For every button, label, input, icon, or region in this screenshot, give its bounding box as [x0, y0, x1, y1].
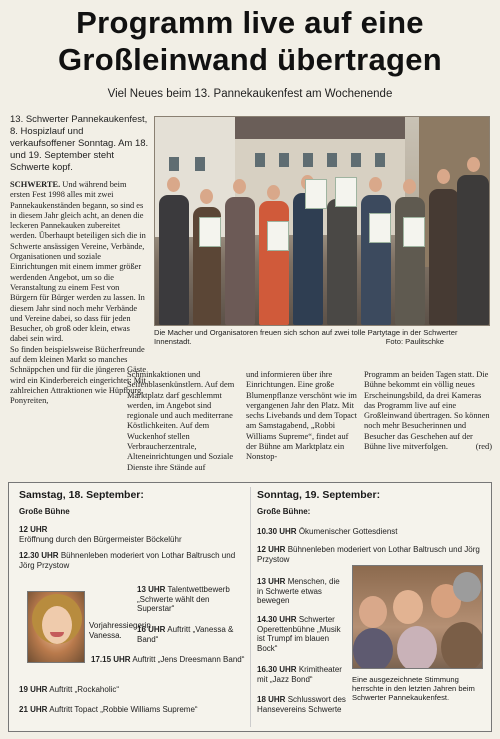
sat-event-4-time: 16 UHR — [137, 625, 166, 634]
sun-event-3-time: 13 UHR — [257, 577, 286, 586]
program-divider — [250, 487, 251, 727]
sun-event-4-text: Schwerter Operettenbühne „Musik ist Trumpf im blauen Bock“ — [257, 615, 341, 653]
sunday-title: Sonntag, 19. September: — [257, 489, 381, 501]
sat-event-1 — [19, 525, 249, 544]
crowd-photo — [352, 565, 483, 669]
article-text-4: Programm an beiden Tagen statt. Die Bühne bekommt ein völlig neues Erscheinungsbild, da drei Kameras das Programm live auf eine Großleinwand übertragen. So können noch mehr Besucherinnen und Besucher das Geschehen auf der Bühne live mitverfolgen. — [364, 370, 490, 452]
vanessa-portrait — [27, 591, 85, 663]
sat-event-5 — [91, 655, 245, 665]
program-box — [8, 482, 492, 732]
sun-event-4 — [257, 615, 347, 653]
sun-event-1-time: 10.30 UHR — [257, 527, 297, 536]
byline: (red) — [475, 442, 492, 452]
sun-event-2 — [257, 545, 487, 564]
sun-event-1 — [257, 527, 487, 537]
sun-event-5-time: 16.30 UHR — [257, 665, 297, 674]
sat-event-7-text: Auftritt Topact „Robbie Williams Supreme“ — [49, 705, 198, 714]
sat-event-6-text: Auftritt „Rockaholic“ — [49, 685, 120, 694]
sat-event-3-time: 13 UHR — [137, 585, 166, 594]
sat-event-6 — [19, 685, 249, 695]
crowd-caption: Eine ausgezeichnete Stimmung herrschte in den letzten Jahren beim Schwerter Pannekaukenfest. — [352, 675, 475, 702]
sun-event-6-time: 18 UHR — [257, 695, 286, 704]
sun-event-5 — [257, 665, 347, 684]
dateline: SCHWERTE. — [10, 180, 61, 189]
headline-line-2: Großleinwand übertragen — [57, 42, 443, 77]
article-column-2: Schminkaktionen und Seifenblasenkünstlern. Auf dem Marktplatz darf geschlemmt werden, im Angebot sind regionale und auch mediterrane Köstlichkeiten. Auf dem Wuckenhof stellen Verbraucherzentrale, Alteneinrichtungen und Soziale Dienste ihre Stände auf — [127, 370, 235, 472]
caption-text: Die Macher und Organisatoren freuen sich schon auf zwei tolle Partytage in der Schwerter Innenstadt. — [154, 328, 458, 346]
sun-event-4-time: 14.30 UHR — [257, 615, 297, 624]
sat-event-2-time: 12.30 UHR — [19, 551, 59, 560]
sat-event-3-text: Talentwettbewerb „Schwerte wählt den Superstar“ — [137, 585, 230, 614]
headline-line-1: Programm live auf eine — [76, 5, 424, 40]
sat-event-6-time: 19 UHR — [19, 685, 48, 694]
sat-event-1-text: Eröffnung durch den Bürgermeister Böckelühr — [19, 534, 182, 544]
saturday-title: Samstag, 18. September: — [19, 489, 144, 501]
lead-paragraph: 13. Schwerter Pannekaukenfest, 8. Hospizlauf und verkaufsoffener Sonntag. Am 18. und 19. September steht Schwerte kopf. — [10, 114, 149, 173]
photo-credit: Foto: Paulitschke — [385, 337, 444, 346]
sun-event-1-text: Ökumenischer Gottesdienst — [298, 527, 398, 536]
sunday-stage: Große Bühne: — [257, 507, 311, 516]
saturday-stage: Große Bühne — [19, 507, 70, 516]
sat-event-2-text: Bühnenleben moderiert von Lothar Baltrusch und Jörg Przystow — [19, 551, 236, 570]
sun-event-5-text: Krimitheater mit „Jazz Bond“ — [257, 665, 342, 684]
sat-event-4 — [137, 625, 245, 644]
headline — [0, 4, 500, 78]
sat-event-7-time: 21 UHR — [19, 705, 48, 714]
sat-event-5-time: 17.15 UHR — [91, 655, 131, 664]
article-text-1b: So finden beispielsweise Bücherfreunde auf dem kleinen Markt so manches Schnäppchen und für die jüngeren Gäste wird ein Kinderbereich eingerichtet: Mit zahlreichen Attraktionen wie Hüpfburg, Ponyreiten, — [10, 344, 147, 406]
sat-event-7 — [19, 705, 249, 715]
sun-event-3-text: Menschen, die in Schwerte etwas bewegen — [257, 577, 340, 606]
sun-event-2-text: Bühnenleben moderiert von Lothar Baltrusch und Jörg Przystow — [257, 545, 480, 564]
article-column-3: und informieren über ihre Einrichtungen. Eine große Blumenpflanze verschönt wie im vergangenen Jahr den Platz. Mit sechs Livebands und dem Topact am Samstagabend, „Robbi Williams Supreme“, findet auf der Bühne am Marktplatz ein Nonstop- — [246, 370, 357, 462]
sun-event-2-time: 12 UHR — [257, 545, 286, 554]
sat-event-1-time: 12 UHR — [19, 525, 48, 534]
sun-event-6 — [257, 695, 349, 714]
group-photo — [154, 116, 490, 326]
article-column-4 — [364, 370, 492, 480]
portrait-caption: Vorjahressiegerin Vanessa. — [89, 621, 151, 640]
sat-event-5-text: Auftritt „Jens Dreesmann Band“ — [132, 655, 245, 664]
sun-event-3 — [257, 577, 347, 606]
subheadline: Viel Neues beim 13. Pannekaukenfest am Wochenende — [107, 88, 393, 100]
sat-event-2 — [19, 551, 249, 570]
photo-caption — [154, 328, 490, 346]
sun-event-6-text: Schlusswort des Hansevereins Schwerte — [257, 695, 346, 714]
sat-event-3 — [137, 585, 245, 614]
sat-event-4-text: Auftritt „Vanessa & Band“ — [137, 625, 234, 644]
article-text-1: Und während beim ersten Fest 1998 alles mit zwei Pannekaukenständen begann, so sind es in diesem Jahr gleich acht, an denen die leckeren Pannekauken zubereitet werden. Überhaupt beteiligen sich die in Schwerte ansässigen Vereine, Verbände, Organisationen und soziale Einrichtungen mit einem immer größer werdenden Angebot, um so die Veranstaltung zu einem Fest von Bürgern für Bürger werden zu lassen. In diesem Jahr sind noch mehr Verbände und Vereine dabei, so dass für jeden Besucher, ob groß oder klein, etwas dabei sein wird. — [10, 180, 146, 344]
